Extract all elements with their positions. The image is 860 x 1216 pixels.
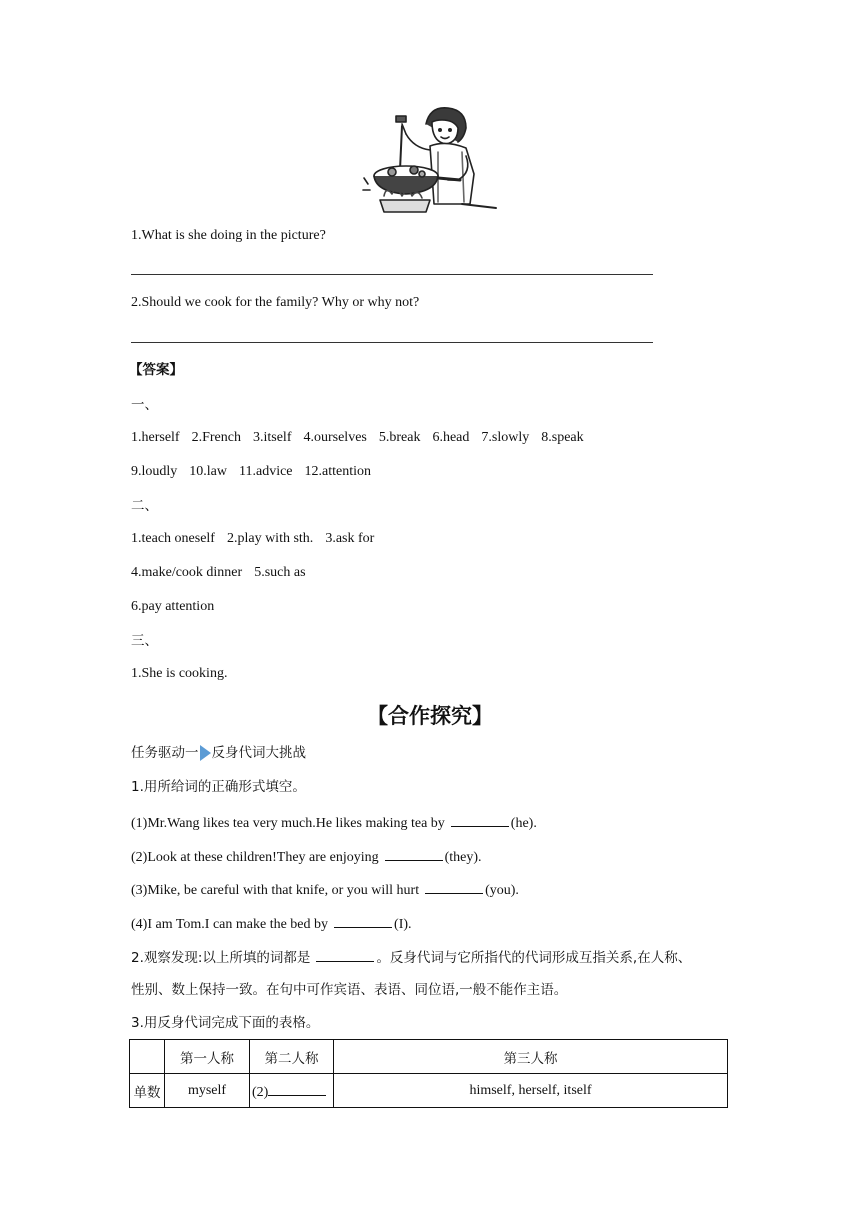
answer-item: 2.play with sth. (226, 531, 314, 546)
answers-part1-row2 (131, 463, 371, 481)
answers-part2-row3: 6.pay attention (131, 599, 215, 614)
woman-cooking-illustration (362, 104, 498, 216)
fill-blank-2[interactable] (385, 846, 443, 861)
answers-part2-row1 (131, 530, 374, 548)
answer-item: 2.French (191, 430, 241, 445)
answer-item: 12.attention (304, 464, 372, 479)
answer-item: 5.such as (254, 565, 306, 580)
fill-blank-3[interactable] (425, 879, 483, 894)
arrow-right-icon (200, 745, 211, 761)
answer-item: 10.law (189, 464, 227, 479)
answer-item: 3.ask for (325, 531, 375, 546)
reflexive-pronoun-table (129, 1039, 728, 1108)
sentence-4: (4)I am Tom.I can make the bed by (I). (131, 913, 412, 934)
fill-blank-4[interactable] (334, 913, 392, 928)
task-prefix: 任务驱动一 (131, 745, 199, 761)
answer-item: 1.herself (131, 430, 180, 445)
answers-part2-row2 (131, 564, 306, 582)
table-header-cell: 第三人称 (334, 1040, 728, 1074)
sentence-2: (2)Look at these children!They are enjoying (they). (131, 846, 482, 867)
fill-blank-table[interactable] (268, 1081, 326, 1096)
fill-blank-5[interactable] (316, 947, 374, 962)
table-cell: (2) (250, 1074, 334, 1108)
answers-part1-row1 (131, 429, 584, 447)
answer-item: 11.advice (239, 464, 293, 479)
answers-heading: 【答案】 (129, 362, 183, 378)
answer-item: 3.itself (252, 430, 292, 445)
answers-part3-label: 三、 (131, 633, 158, 649)
sentence-3: (3)Mike, be careful with that knife, or you will hurt (you). (131, 879, 519, 900)
sentence-1: (1)Mr.Wang likes tea very much.He likes making tea by (he). (131, 812, 537, 833)
question-2: 2.Should we cook for the family? Why or why not? (131, 295, 420, 310)
table-header-cell: 第一人称 (165, 1040, 250, 1074)
answer-item: 1.teach oneself (131, 531, 215, 546)
answers-part3-row1: 1.She is cooking. (131, 666, 228, 681)
table-cell: himself, herself, itself (334, 1074, 728, 1108)
answer-line-2[interactable] (131, 342, 653, 343)
table-row (130, 1040, 728, 1074)
answer-item: 7.slowly (481, 430, 530, 445)
cooperation-title: 【合作探究】 (367, 704, 493, 728)
item-2-line2: 性别、数上保持一致。在句中可作宾语、表语、同位语,一般不能作主语。 (131, 982, 568, 998)
table-header-cell (130, 1040, 165, 1074)
question-1: 1.What is she doing in the picture? (131, 228, 326, 243)
answer-item: 9.loudly (131, 464, 178, 479)
answer-item: 4.make/cook dinner (131, 565, 243, 580)
table-row (130, 1074, 728, 1108)
answer-line-1[interactable] (131, 274, 653, 275)
item-2-line1: 2.观察发现:以上所填的词都是 。反身代词与它所指代的代词形成互指关系,在人称、 (131, 947, 691, 967)
table-row-label: 单数 (130, 1074, 165, 1108)
task-name: 反身代词大挑战 (211, 745, 306, 761)
item-1: 1.用所给词的正确形式填空。 (131, 779, 306, 795)
task-heading (131, 744, 306, 762)
answer-item: 8.speak (541, 430, 584, 445)
item-3: 3.用反身代词完成下面的表格。 (131, 1015, 320, 1031)
fill-blank-1[interactable] (451, 812, 509, 827)
table-header-cell: 第二人称 (250, 1040, 334, 1074)
answers-part2-label: 二、 (131, 498, 158, 514)
table-cell: myself (165, 1074, 250, 1108)
answer-item: 5.break (378, 430, 421, 445)
answer-item: 6.head (432, 430, 470, 445)
answers-part1-label: 一、 (131, 397, 158, 413)
answer-item: 4.ourselves (303, 430, 367, 445)
